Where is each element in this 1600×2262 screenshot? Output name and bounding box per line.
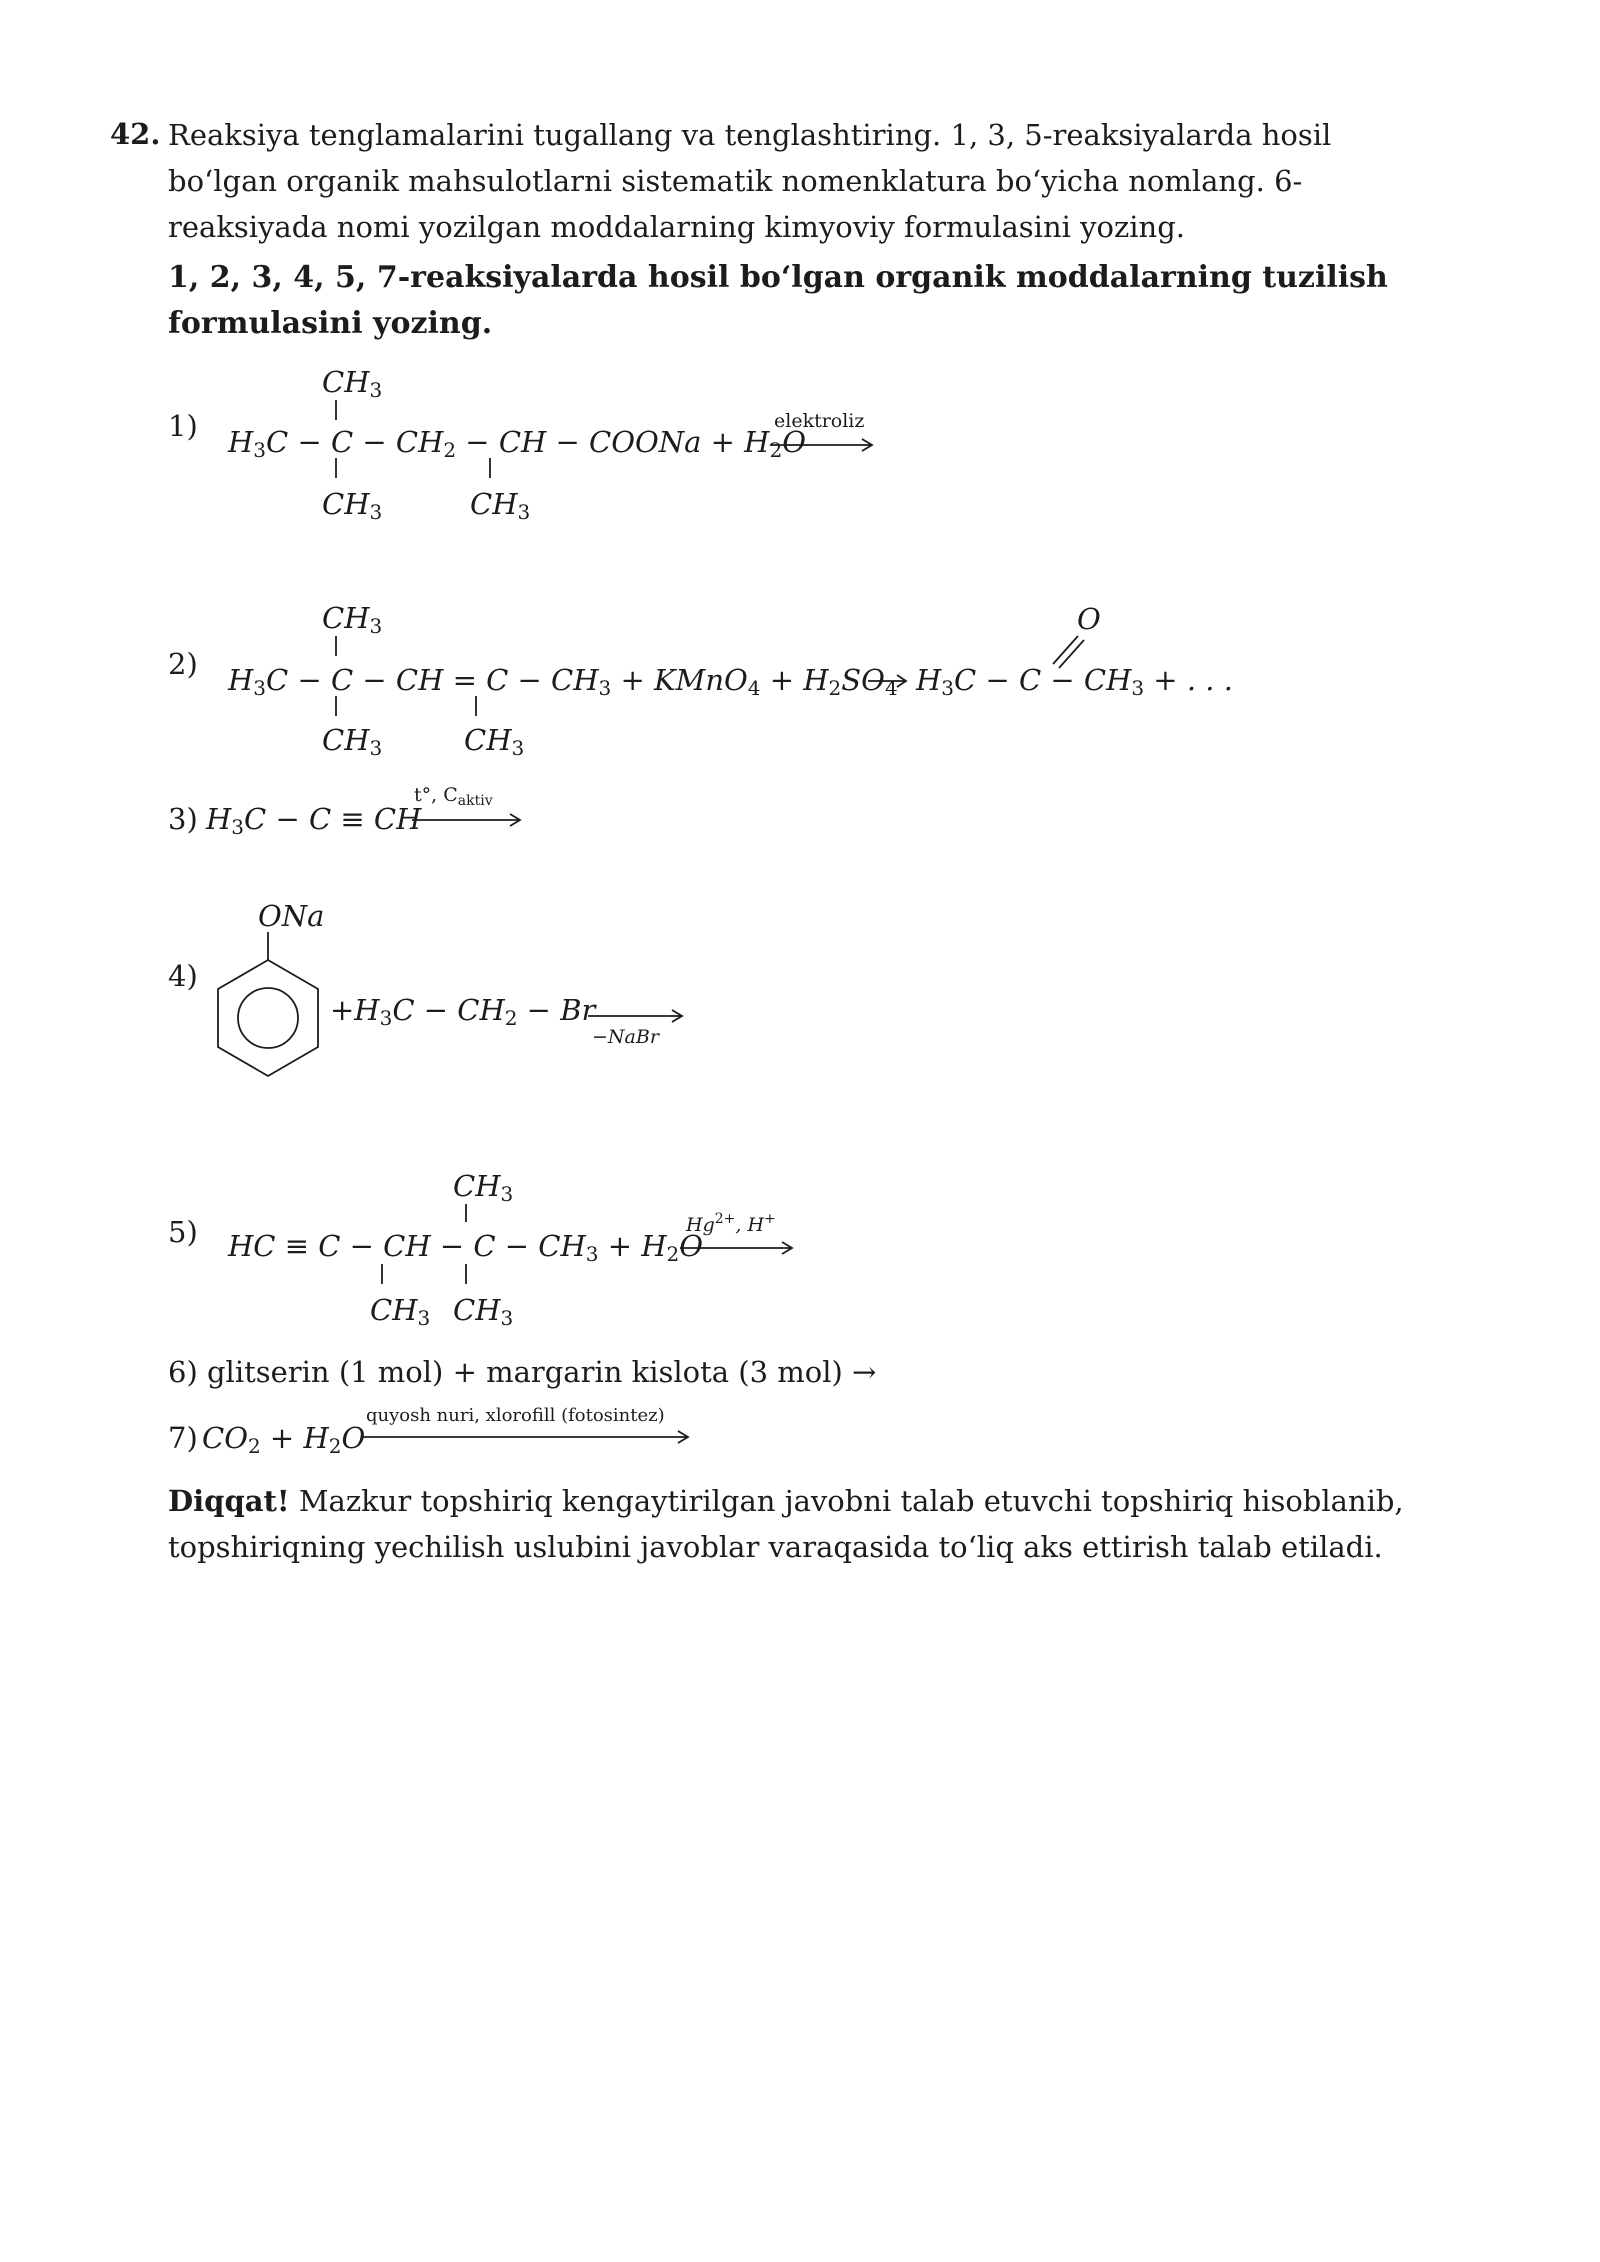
r4-below-arrow: −NaBr: [592, 1026, 659, 1048]
r1-condition: elektroliz: [774, 410, 865, 432]
reaction-3-label: 3): [168, 802, 198, 836]
bold-instruction: 1, 2, 3, 4, 5, 7-reaksiyalarda hosil bo‘lgan organik moddalarning tuzilish formulasini yozing.: [168, 260, 1388, 341]
r5-condition: $Hg^{2+}$, H+: [686, 1211, 776, 1236]
r4-ona: ONa: [258, 899, 325, 933]
reaction-7-label: 7): [168, 1421, 198, 1455]
r5-ch3-bottom-1: $CH_3$: [370, 1293, 431, 1330]
question-intro: Reaksiya tenglamalarini tugallang va tenglashtiring. 1, 3, 5-reaksiyalarda hosil bo‘lgan organik mahsulotlarni sistematik nomenklatura bo‘yicha nomlang. 6-reaksiyada nomi yozilgan moddalarning kimyoviy formulasini yozing.: [168, 118, 1332, 244]
r2-ch3-bottom-2: $CH_3$: [464, 723, 525, 760]
r4-reagent: $+H_3C - CH_2 - Br$: [330, 993, 596, 1030]
r3-condition-sub: aktiv: [457, 793, 493, 809]
r2-product: $H_3C - C - CH_3$ + . . .: [916, 663, 1233, 700]
r5-ch3-bottom-2: $CH_3$: [453, 1293, 514, 1330]
r7-condition: quyosh nuri, xlorofill (fotosintez): [366, 1405, 665, 1426]
r5-main-chain: HC ≡ C − CH − $C - CH_3 + H_2O$: [228, 1229, 704, 1266]
reaction-6: 6) glitserin (1 mol) + margarin kislota (3 mol) →: [168, 1355, 877, 1389]
note-text: Mazkur topshiriq kengaytirilgan javobni talab etuvchi topshiriq hisoblanib, topshiriqning yechilish uslubini javoblar varaqasida to‘liq aks ettirish talab etiladi.: [168, 1484, 1404, 1564]
r1-ch3-bottom-1: $CH_3$: [322, 487, 383, 524]
question-number: 42.: [110, 117, 161, 151]
note-title: Diqqat!: [168, 1484, 290, 1518]
r1-ch3-top: $CH_3$: [322, 365, 383, 402]
r5-ch3-top: $CH_3$: [453, 1169, 514, 1206]
r2-product-oxygen: O: [1077, 602, 1101, 636]
benzene-inner-circle: [238, 988, 298, 1048]
reaction-1-label: 1): [168, 409, 198, 443]
r2-ch3-bottom-1: $CH_3$: [322, 723, 383, 760]
r1-main-chain: $H_3C - C - CH_2$ − CH − COONa + $H_2O$: [228, 425, 806, 462]
reaction-4-label: 4): [168, 959, 198, 993]
r7-reactants: $CO_2 + H_2O$: [202, 1421, 366, 1458]
r2-ch3-top: $CH_3$: [322, 601, 383, 638]
r3-reactant: $H_3C - C$ ≡ CH: [206, 802, 422, 839]
benzene-ring: [218, 960, 318, 1076]
r1-ch3-bottom-2: $CH_3$: [470, 487, 531, 524]
r3-condition-main: t°, C: [414, 784, 458, 806]
reaction-5-label: 5): [168, 1215, 198, 1249]
reaction-2-label: 2): [168, 647, 198, 681]
r2-main-chain: $H_3C - C$ − CH = $C - CH_3$ + KMnO$_4$ + $H_2SO_4$: [228, 663, 898, 700]
